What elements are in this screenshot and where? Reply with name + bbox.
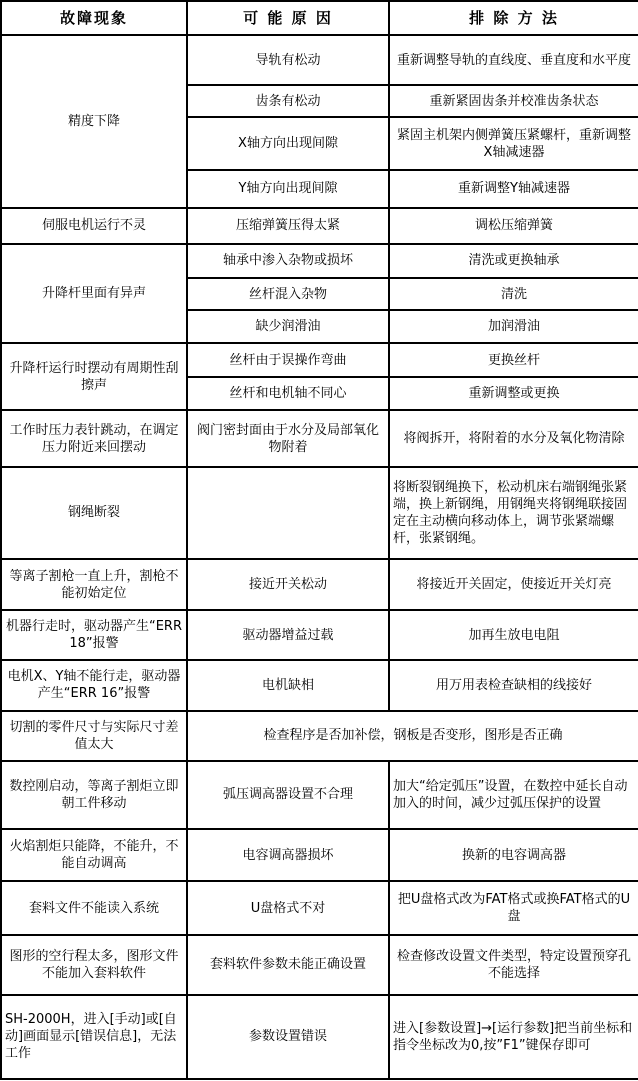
cause-cell: U盘格式不对 bbox=[187, 881, 389, 935]
header-solution: 排 除 方 法 bbox=[389, 1, 638, 35]
cause-cell: 丝杆混入杂物 bbox=[187, 278, 389, 310]
solution-cell: 检查修改设置文件类型，特定设置预穿孔不能选择 bbox=[389, 935, 638, 994]
table-row bbox=[1, 35, 638, 85]
symptom-cell: 切割的零件尺寸与实际尺寸差值太大 bbox=[1, 711, 187, 761]
cause-cell: 阀门密封面由于水分及局部氧化物附着 bbox=[187, 410, 389, 466]
solution-cell: 重新调整导轨的直线度、垂直度和水平度 bbox=[389, 35, 638, 85]
merged-solution-cell: 检查程序是否加补偿，钢板是否变形，图形是否正确 bbox=[187, 711, 638, 761]
cause-cell: 丝杆由于误操作弯曲 bbox=[187, 343, 389, 377]
symptom-cell: 火焰割炬只能降，不能升，不能自动调高 bbox=[1, 829, 187, 881]
header-cause: 可 能 原 因 bbox=[187, 1, 389, 35]
solution-cell: 进入[参数设置]→[运行参数]把当前坐标和指令坐标改为0,按”F1”键保存即可 bbox=[389, 995, 638, 1079]
solution-cell: 重新调整或更换 bbox=[389, 377, 638, 410]
symptom-cell: SH-2000H，进入[手动]或[自动]画面显示[错误信息]，无法工作 bbox=[1, 995, 187, 1079]
cause-cell: 接近开关松动 bbox=[187, 559, 389, 610]
table-row bbox=[1, 244, 638, 278]
symptom-cell: 套料文件不能读入系统 bbox=[1, 881, 187, 935]
header-symptom: 故障现象 bbox=[1, 1, 187, 35]
table-row bbox=[1, 610, 638, 660]
solution-cell: 将断裂钢绳换下，松动机床右端钢绳张紧端，换上新钢绳，用钢绳夹将钢绳联接固定在主动横向移动体上，调节张紧端螺杆，张紧钢绳。 bbox=[389, 467, 638, 559]
solution-cell: 加大“给定弧压”设置，在数控中延长自动加入的时间，减少过弧压保护的设置 bbox=[389, 761, 638, 829]
cause-cell: 参数设置错误 bbox=[187, 995, 389, 1079]
solution-cell: 加润滑油 bbox=[389, 310, 638, 343]
table-row bbox=[1, 935, 638, 994]
solution-cell: 将接近开关固定，使接近开关灯亮 bbox=[389, 559, 638, 610]
solution-cell: 加再生放电电阻 bbox=[389, 610, 638, 660]
symptom-cell: 数控刚启动，等离子割炬立即朝工件移动 bbox=[1, 761, 187, 829]
solution-cell: 重新调整Y轴减速器 bbox=[389, 170, 638, 208]
symptom-cell: 钢绳断裂 bbox=[1, 467, 187, 559]
table-row bbox=[1, 343, 638, 377]
symptom-cell: 电机X、Y轴不能行走，驱动器产生“ERR 16”报警 bbox=[1, 660, 187, 710]
table-row bbox=[1, 660, 638, 710]
symptom-cell: 工作时压力表针跳动，在调定压力附近来回摆动 bbox=[1, 410, 187, 466]
table-row bbox=[1, 829, 638, 881]
cause-cell: 电机缺相 bbox=[187, 660, 389, 710]
symptom-cell: 图形的空行程太多，图形文件不能加入套料软件 bbox=[1, 935, 187, 994]
symptom-cell: 机器行走时，驱动器产生“ERR 18”报警 bbox=[1, 610, 187, 660]
table-row bbox=[1, 208, 638, 244]
solution-cell: 清洗或更换轴承 bbox=[389, 244, 638, 278]
cause-cell: 轴承中渗入杂物或损坏 bbox=[187, 244, 389, 278]
table-row bbox=[1, 761, 638, 829]
solution-cell: 更换丝杆 bbox=[389, 343, 638, 377]
symptom-cell: 升降杆里面有异声 bbox=[1, 244, 187, 343]
table-row bbox=[1, 559, 638, 610]
symptom-cell: 等离子割枪一直上升，割枪不能初始定位 bbox=[1, 559, 187, 610]
table-row bbox=[1, 467, 638, 559]
table-row bbox=[1, 711, 638, 761]
cause-cell: 导轨有松动 bbox=[187, 35, 389, 85]
cause-cell: 驱动器增益过载 bbox=[187, 610, 389, 660]
solution-cell: 紧固主机架内侧弹簧压紧螺杆，重新调整X轴减速器 bbox=[389, 117, 638, 169]
cause-cell: 弧压调高器设置不合理 bbox=[187, 761, 389, 829]
header-row bbox=[1, 1, 638, 35]
solution-cell: 调松压缩弹簧 bbox=[389, 208, 638, 244]
cause-cell: Y轴方向出现间隙 bbox=[187, 170, 389, 208]
table-row bbox=[1, 995, 638, 1079]
cause-cell bbox=[187, 467, 389, 559]
symptom-cell: 伺服电机运行不灵 bbox=[1, 208, 187, 244]
solution-cell: 将阀拆开，将附着的水分及氧化物清除 bbox=[389, 410, 638, 466]
cause-cell: 齿条有松动 bbox=[187, 85, 389, 117]
cause-cell: X轴方向出现间隙 bbox=[187, 117, 389, 169]
solution-cell: 清洗 bbox=[389, 278, 638, 310]
cause-cell: 套料软件参数未能正确设置 bbox=[187, 935, 389, 994]
cause-cell: 缺少润滑油 bbox=[187, 310, 389, 343]
table-row bbox=[1, 881, 638, 935]
table-row bbox=[1, 410, 638, 466]
symptom-cell: 升降杆运行时摆动有周期性刮擦声 bbox=[1, 343, 187, 410]
cause-cell: 电容调高器损坏 bbox=[187, 829, 389, 881]
solution-cell: 用万用表检查缺相的线接好 bbox=[389, 660, 638, 710]
cause-cell: 压缩弹簧压得太紧 bbox=[187, 208, 389, 244]
symptom-cell: 精度下降 bbox=[1, 35, 187, 208]
solution-cell: 重新紧固齿条并校准齿条状态 bbox=[389, 85, 638, 117]
solution-cell: 把U盘格式改为FAT格式或换FAT格式的U盘 bbox=[389, 881, 638, 935]
cause-cell: 丝杆和电机轴不同心 bbox=[187, 377, 389, 410]
solution-cell: 换新的电容调高器 bbox=[389, 829, 638, 881]
